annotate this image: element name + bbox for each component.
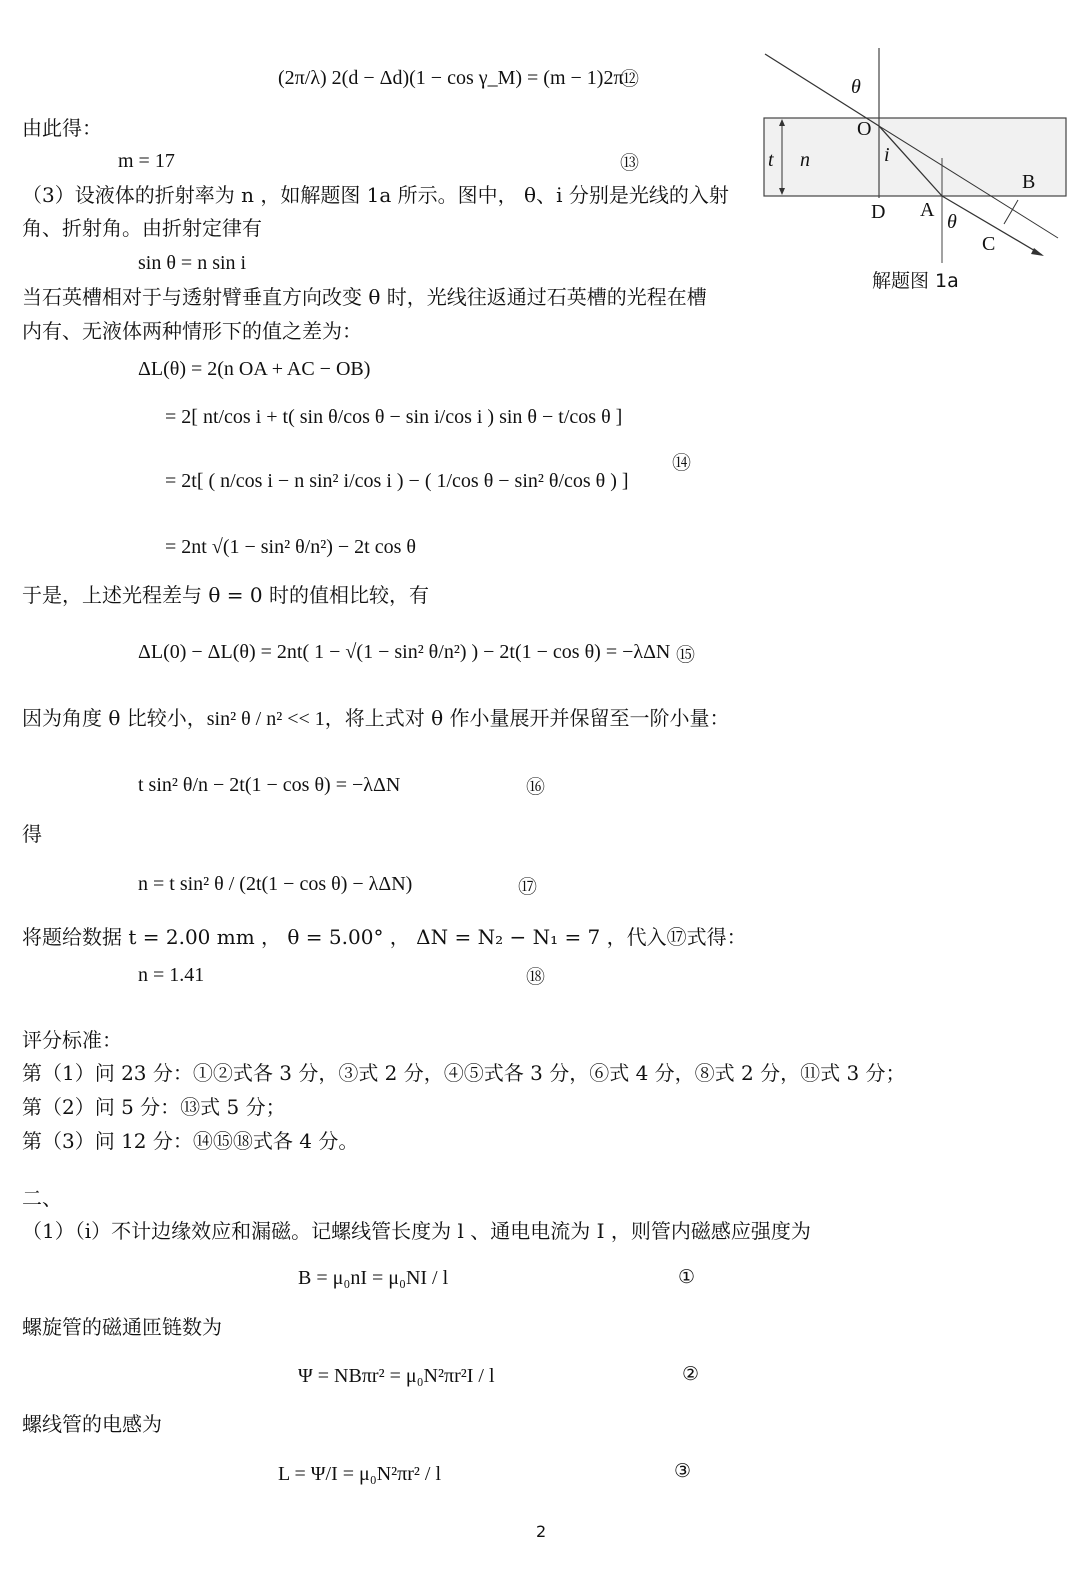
equation-18: n = 1.41 — [138, 964, 205, 986]
label-o: O — [857, 118, 872, 140]
equation-14-line-4: = 2nt √(1 − sin² θ/n²) − 2t cos θ — [165, 536, 416, 558]
grading-line: 第（3）问 12 分：⑭⑮⑱式各 4 分。 — [22, 1129, 359, 1153]
equation-17-number: ⑰ — [518, 876, 538, 898]
equation-14-line-1: ΔL(θ) = 2(n OA + AC − OB) — [138, 358, 371, 380]
paragraph-text: 内有、无液体两种情形下的值之差为： — [22, 319, 362, 343]
label-a: A — [920, 199, 935, 221]
grading-title: 评分标准： — [22, 1028, 122, 1052]
paragraph-text: （3）设液体的折射率为 n ，如解题图 1a 所示。图中， θ、i 分别是光线的入射 — [22, 183, 729, 207]
small-quantity-condition: sin² θ / n² << 1 — [206, 708, 325, 730]
figure-caption: 解题图 1a — [872, 270, 959, 292]
section-heading: 二、 — [22, 1186, 62, 1210]
equation-14-line-2: = 2[ nt/cos i + t( sin θ/cos θ − sin i/cos i ) sin θ − t/cos θ ] — [165, 406, 623, 428]
equation-12-number: ⑫ — [620, 68, 640, 90]
equation-13: m = 17 — [118, 150, 175, 172]
grading-line: 第（1）问 23 分：①②式各 3 分，③式 2 分，④⑤式各 3 分，⑥式 4 分，⑧式 2 分，⑪式 3 分； — [22, 1061, 906, 1085]
equation-3-number: ③ — [674, 1460, 692, 1482]
equation-inductance: L = Ψ/I = μ₀N²πr² / l — [278, 1463, 442, 1485]
paragraph-text — [22, 706, 730, 731]
text-segment: 因为角度 θ 比较小， — [22, 706, 207, 730]
label-b: B — [1022, 171, 1036, 193]
equation-flux-linkage: Ψ = NBπr² = μ₀N²πr²I / l — [298, 1365, 495, 1387]
equation-18-number: ⑱ — [526, 966, 546, 988]
snell-law-equation: sin θ = n sin i — [138, 252, 247, 274]
paragraph-text: 得 — [22, 822, 42, 846]
refraction-diagram — [760, 48, 1070, 263]
label-theta-top: θ — [851, 76, 861, 98]
paragraph-text: 角、折射角。由折射定律有 — [22, 216, 262, 240]
label-theta-bottom: θ — [947, 211, 957, 233]
equation-1-number: ① — [678, 1266, 696, 1288]
equation-15: ΔL(0) − ΔL(θ) = 2nt( 1 − √(1 − sin² θ/n²) ) − 2t(1 − cos θ) = −λΔN — [138, 641, 671, 663]
paragraph-text: 于是，上述光程差与 θ = 0 时的值相比较，有 — [22, 583, 429, 607]
paragraph-text: （1）（i）不计边缘效应和漏磁。记螺线管长度为 l 、通电电流为 I ，则管内磁感应强度为 — [22, 1219, 811, 1243]
label-c: C — [982, 233, 996, 255]
equation-15-number: ⑮ — [676, 644, 696, 666]
paragraph-text: 螺线管的电感为 — [22, 1412, 162, 1436]
equation-16: t sin² θ/n − 2t(1 − cos θ) = −λΔN — [138, 774, 401, 796]
equation-17: n = t sin² θ / (2t(1 − cos θ) − λΔN) — [138, 873, 413, 895]
grading-line: 第（2）问 5 分：⑬式 5 分； — [22, 1095, 286, 1119]
label-d: D — [871, 201, 886, 223]
paragraph-text: 当石英槽相对于与透射臂垂直方向改变 θ 时，光线往返通过石英槽的光程在槽 — [22, 285, 707, 309]
equation-16-number: ⑯ — [526, 776, 546, 798]
equation-14-number: ⑭ — [672, 452, 692, 474]
label-n: n — [800, 149, 810, 171]
equation-b-field: B = μ₀nI = μ₀NI / l — [298, 1267, 449, 1289]
label-i: i — [884, 144, 890, 166]
paragraph-text: 由此得： — [22, 116, 102, 140]
text-segment: ，将上式对 θ 作小量展开并保留至一阶小量： — [324, 706, 730, 730]
page-number: 2 — [536, 1522, 547, 1541]
incident-ray — [765, 54, 879, 126]
paragraph-text: 螺旋管的磁通匝链数为 — [22, 1315, 222, 1339]
paragraph-text: 将题给数据 t = 2.00 mm ， θ = 5.00° ， ΔN = N₂ − N₁ = 7 ，代入⑰式得： — [22, 925, 747, 949]
label-t: t — [768, 149, 774, 171]
equation-13-number: ⑬ — [620, 152, 640, 174]
equation-14-line-3: = 2t[ ( n/cos i − n sin² i/cos i ) − ( 1/cos θ − sin² θ/cos θ ) ] — [165, 470, 629, 492]
equation-2-number: ② — [682, 1363, 700, 1385]
equation-12: (2π/λ) 2(d − Δd)(1 − cos γ_M) = (m − 1)2π — [278, 67, 624, 89]
